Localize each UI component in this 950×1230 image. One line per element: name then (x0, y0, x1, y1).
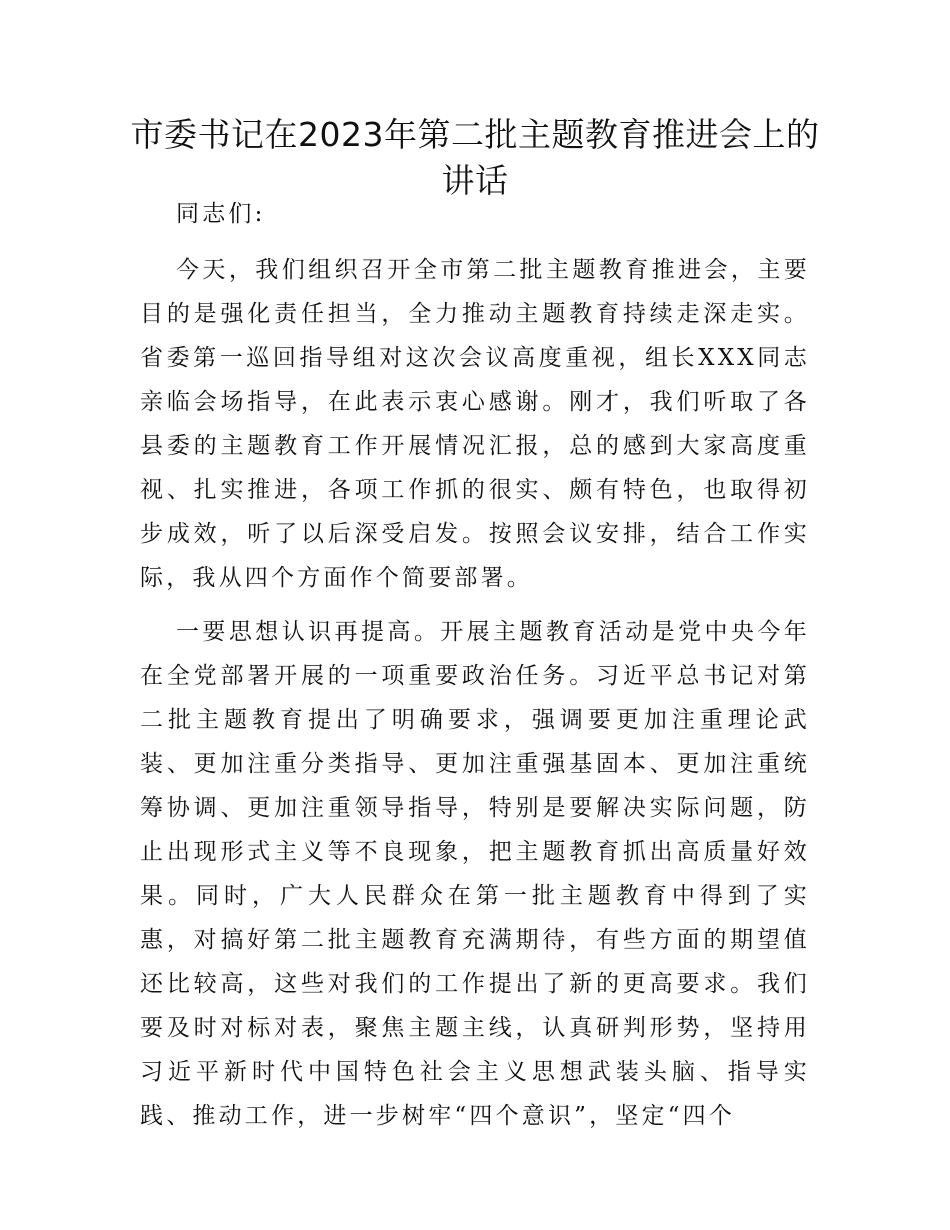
paragraph-point-one: 一要思想认识再提高。开展主题教育活动是党中央今年在全党部署开展的一项重要政治任务。习近平总书记对第二批主题教育提出了明确要求，强调要更加注重理论武装、更加注重分类指导、更加注重强基固本、更加注重统筹协调、更加注重领导指导，特别是要解决实际问题，防止出现形式主义等不良现象，把主题教育抓出高质量好效果。同时，广大人民群众在第一批主题教育中得到了实惠，对搞好第二批主题教育充满期待，有些方面的期望值还比较高，这些对我们的工作提出了新的更高要求。我们要及时对标对表，聚焦主题主线，认真研判形势，坚持用习近平新时代中国特色社会主义思想武装头脑、指导实践、推动工作，进一步树牢“四个意识”，坚定“四个 (140, 619, 810, 1129)
document-title: 市委书记在2023年第二批主题教育推进会上的讲话 (130, 115, 820, 200)
paragraph-opening: 今天，我们组织召开全市第二批主题教育推进会，主要目的是强化责任担当，全力推动主题教育持续走深走实。省委第一巡回指导组对这次会议高度重视，组长XXX同志亲临会场指导，在此表示衷心感谢。刚才，我们听取了各县委的主题教育工作开展情况汇报，总的感到大家高度重视、扎实推进，各项工作抓的很实、颇有特色，也取得初步成效，听了以后深受启发。按照会议安排，结合工作实际，我从四个方面作个简要部署。 (140, 257, 810, 591)
document-body (140, 192, 810, 1148)
salutation: 同志们: (176, 201, 266, 227)
